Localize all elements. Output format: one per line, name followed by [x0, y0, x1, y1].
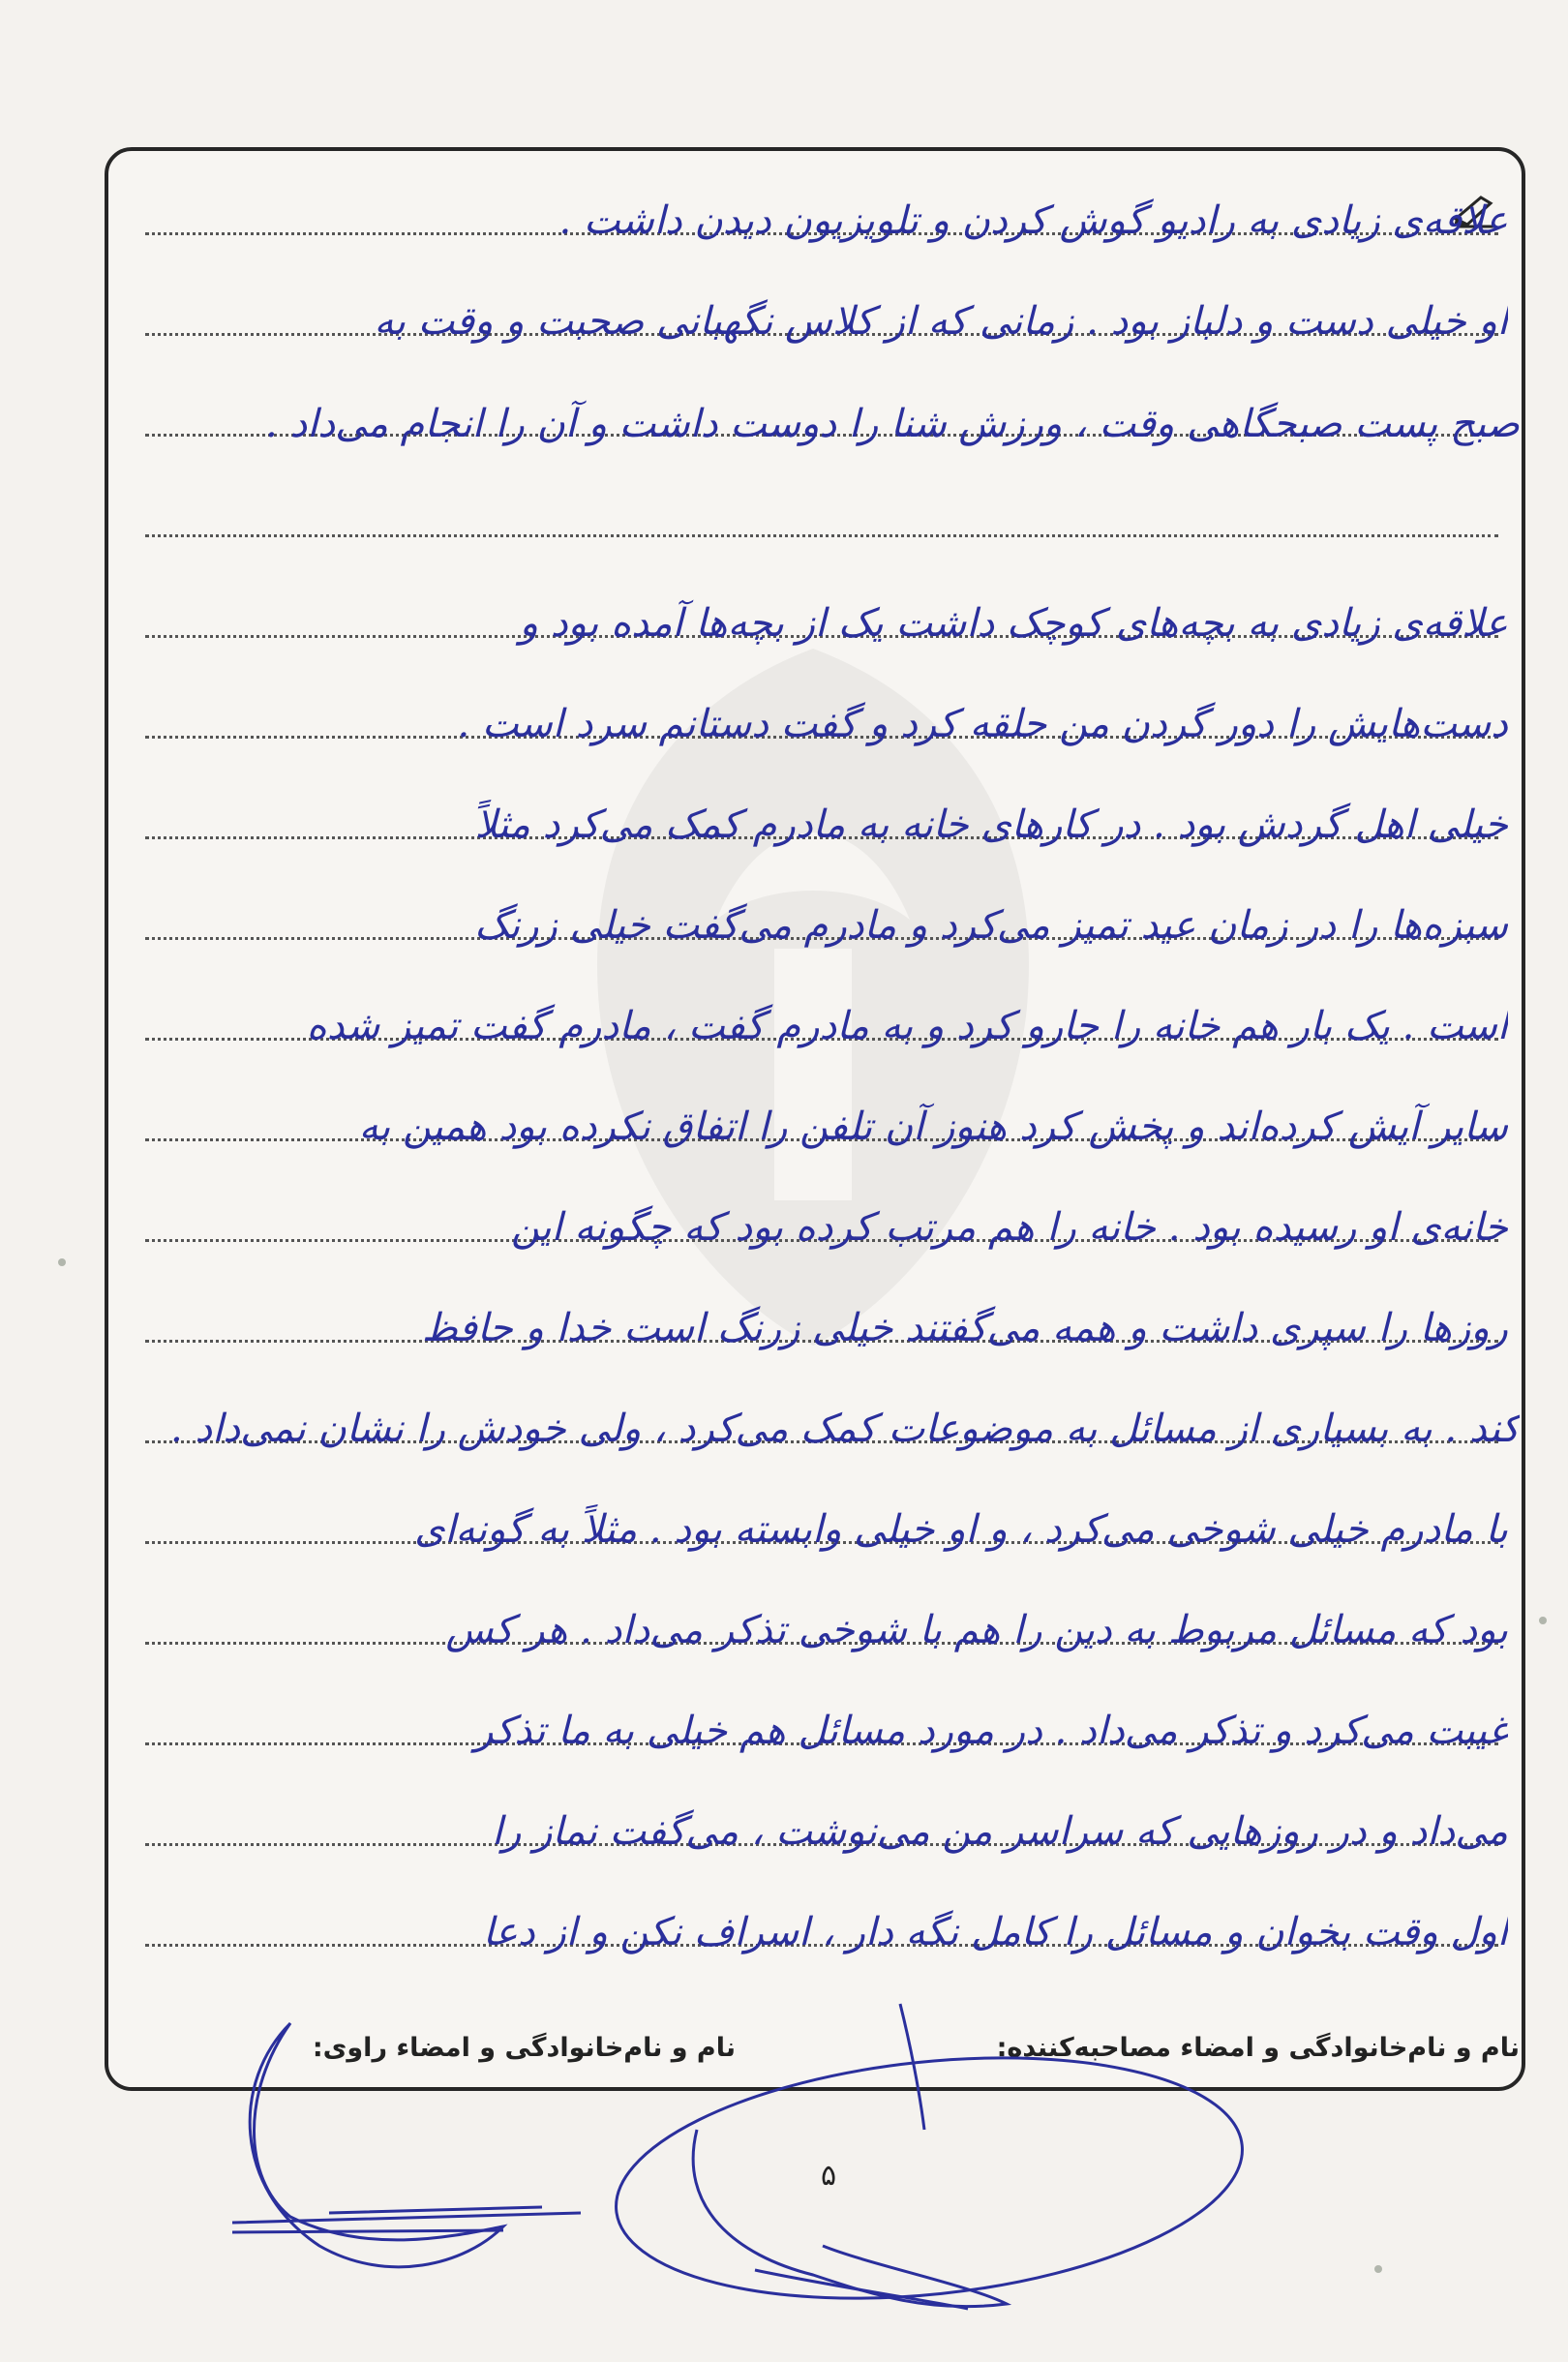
- handwritten-line: سبزه‌ها را در زمان عید تمیز می‌کرد و مادرم می‌گفت خیلی زرنگ: [474, 903, 1508, 948]
- handwritten-line: اول وقت بخوان و مسائل را کامل نگه دار ، اسراف نکن و از دعا: [482, 1910, 1508, 1954]
- handwritten-line: می‌داد و در روزهایی که سراسر من می‌نوشت ، می‌گفت نماز را: [492, 1809, 1508, 1854]
- handwritten-line: [136, 492, 1508, 554]
- handwritten-line: روزها را سپری داشت و همه می‌گفتند خیلی زرنگ است خدا و حافظ: [421, 1306, 1508, 1350]
- handwritten-line: علاقه‌ی زیادی به رادیو گوش کردن و تلویزیون دیدن داشت .: [558, 198, 1508, 243]
- interviewer-signature-label: نام و نام‌خانوادگی و امضاء مصاحبه‌کننده:: [996, 2033, 1520, 2063]
- handwritten-line: خانه‌ی او رسیده بود . خانه را هم مرتب کرده بود که چگونه این: [511, 1205, 1508, 1250]
- margin-speck: [58, 1258, 66, 1266]
- handwritten-line: کند . به بسیاری از مسائل به موضوعات کمک می‌کرد ، ولی خودش را نشان نمی‌داد .: [169, 1407, 1520, 1451]
- narrator-signature-label: نام و نام‌خانوادگی و امضاء راوی:: [312, 2033, 736, 2063]
- handwritten-line: بود که مسائل مربوط به دین را هم با شوخی تذکر می‌داد . هر کس: [445, 1608, 1508, 1652]
- handwritten-line: سایر آیش کرده‌اند و پخش کرد هنوز آن تلفن را اتفاق نکرده بود همین به: [358, 1105, 1508, 1149]
- handwritten-line: دست‌هایش را دور گردن من حلقه کرد و گفت دستانم سرد است .: [457, 702, 1508, 746]
- margin-speck: [1539, 1617, 1547, 1624]
- margin-speck: [1374, 2265, 1382, 2273]
- handwritten-line: او خیلی دست و دلباز بود . زمانی که از کلاس نگهبانی صحبت و وقت به: [374, 299, 1508, 344]
- handwritten-line: علاقه‌ی زیادی به بچه‌های کوچک داشت یک از بچه‌ها آمده بود و: [519, 601, 1508, 646]
- handwritten-line: است . یک بار هم خانه را جارو کرد و به مادرم گفت ، مادرم گفت تمیز شده: [306, 1004, 1508, 1048]
- handwritten-line: صبح پست صبحگاهی وقت ، ورزش شنا را دوست داشت و آن را انجام می‌داد .: [265, 402, 1520, 446]
- handwritten-line: خیلی اهل گردش بود . در کارهای خانه به مادرم کمک می‌کرد مثلاً: [474, 802, 1508, 847]
- page-number: ۵: [820, 2159, 837, 2193]
- handwritten-line: غیبت می‌کرد و تذکر می‌داد . در مورد مسائل هم خیلی به ما تذکر: [474, 1709, 1508, 1753]
- handwritten-line: با مادرم خیلی شوخی می‌کرد ، و او خیلی وابسته بود . مثلاً به گونه‌ای: [414, 1507, 1508, 1552]
